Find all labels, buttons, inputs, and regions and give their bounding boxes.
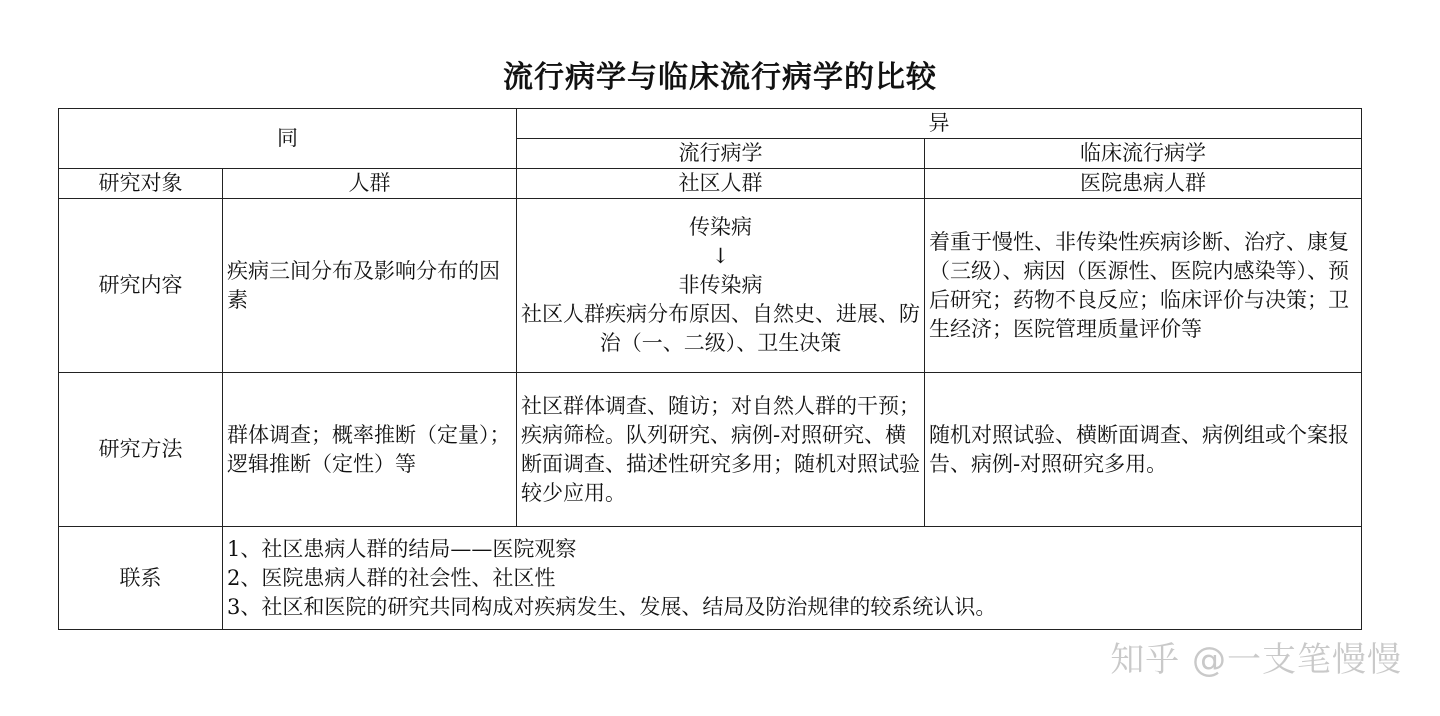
table-row-object xyxy=(59,169,1362,199)
object-epi-cell: 社区人群 xyxy=(517,169,925,199)
watermark: 知乎 @一支笔慢慢 xyxy=(1110,640,1402,680)
object-clinical-cell: 医院患病人群 xyxy=(925,169,1362,199)
content-epi-cell xyxy=(517,199,925,373)
comparison-table xyxy=(58,108,1362,630)
object-same-cell: 人群 xyxy=(223,169,517,199)
content-same-cell: 疾病三间分布及影响分布的因素 xyxy=(223,199,517,373)
header-epi: 流行病学 xyxy=(517,139,925,169)
row-label-object: 研究对象 xyxy=(59,169,223,199)
method-same-cell: 群体调查；概率推断（定量）；逻辑推断（定性）等 xyxy=(223,373,517,527)
link-cell xyxy=(223,527,1362,630)
table-row-link xyxy=(59,527,1362,630)
content-clinical-cell: 着重于慢性、非传染性疾病诊断、治疗、康复（三级）、病因（医源性、医院内感染等）、预后研究；药物不良反应；临床评价与决策；卫生经济；医院管理质量评价等 xyxy=(925,199,1362,373)
header-clinical-epi: 临床流行病学 xyxy=(925,139,1362,169)
content-epi-line2: 非传染病 xyxy=(678,273,763,297)
method-epi-cell: 社区群体调查、随访；对自然人群的干预；疾病筛检。队列研究、病例-对照研究、横断面调查、描述性研究多用；随机对照试验较少应用。 xyxy=(517,373,925,527)
row-label-content: 研究内容 xyxy=(59,199,223,373)
header-different: 异 xyxy=(517,109,1362,139)
row-label-link: 联系 xyxy=(59,527,223,630)
method-clinical-cell: 随机对照试验、横断面调查、病例组或个案报告、病例-对照研究多用。 xyxy=(925,373,1362,527)
row-label-method: 研究方法 xyxy=(59,373,223,527)
table-row-method xyxy=(59,373,1362,527)
header-row-1 xyxy=(59,109,1362,139)
down-arrow-icon: ↓ xyxy=(711,244,730,268)
content-epi-line3: 社区人群疾病分布原因、自然史、进展、防治（一、二级）、卫生决策 xyxy=(521,302,920,355)
link-item: 3、社区和医院的研究共同构成对疾病发生、发展、结局及防治规律的较系统认识。 xyxy=(227,594,997,619)
content-epi-line1: 传染病 xyxy=(689,215,752,239)
link-item: 1、社区患病人群的结局——医院观察 xyxy=(227,536,577,561)
header-same: 同 xyxy=(59,109,517,169)
page-title: 流行病学与临床流行病学的比较 xyxy=(503,60,937,95)
table-row-content xyxy=(59,199,1362,373)
link-item: 2、医院患病人群的社会性、社区性 xyxy=(227,565,556,590)
